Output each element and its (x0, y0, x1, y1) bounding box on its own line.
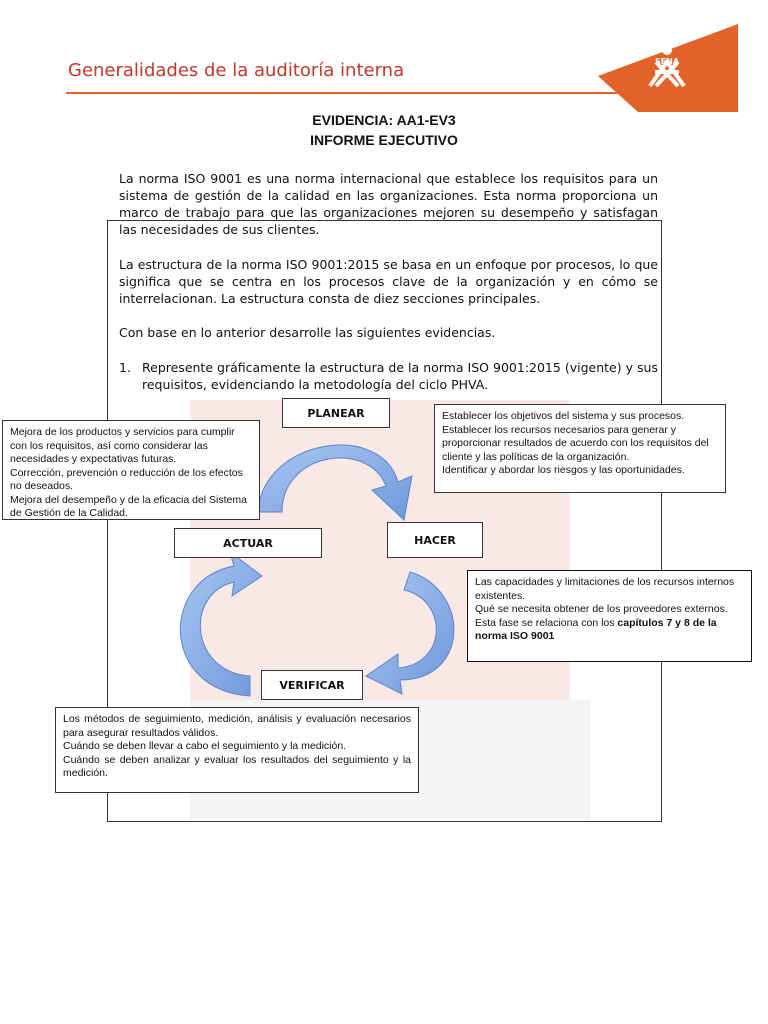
list-item-number: 1. (119, 360, 131, 375)
note-actuar-line: Corrección, prevención o reducción de los efectos no deseados. (10, 466, 243, 492)
page-header-title: Generalidades de la auditoría interna (68, 60, 405, 81)
note-planear-line: Establecer los recursos necesarios para generar y proporcionar resultados de acuerdo con los requisitos del cliente y las políticas de la organización. (442, 423, 709, 463)
note-actuar (2, 420, 260, 520)
phase-hacer-label: HACER (387, 522, 483, 558)
note-hacer-bold: capítulos 7 y 8 de la norma ISO 9001 (475, 616, 717, 642)
arrow-actuar-to-hacer (258, 445, 412, 520)
note-planear-line: Establecer los objetivos del sistema y sus procesos. (442, 410, 685, 422)
note-hacer-line: Las capacidades y limitaciones de los recursos internos existentes. (475, 576, 735, 602)
note-hacer-prefix: Esta fase se relaciona con los (475, 616, 618, 629)
note-verificar-line: Cuándo se deben llevar a cabo el seguimiento y la medición. (63, 740, 347, 752)
phase-planear-label: PLANEAR (282, 398, 390, 428)
note-actuar-line: Mejora del desempeño y de la eficacia del Sistema de Gestión de la Calidad. (10, 493, 247, 519)
arrow-verificar-to-actuar (180, 552, 262, 696)
note-verificar-line: Cuándo se deben analizar y evaluar los resultados del seguimiento y la medición. (63, 753, 411, 779)
evidence-title: EVIDENCIA: AA1-EV3 (312, 112, 456, 128)
note-verificar (55, 707, 419, 793)
phase-actuar-label: ACTUAR (174, 528, 322, 558)
arrow-hacer-to-verificar (366, 572, 454, 694)
note-planear-line: Identificar y abordar los riesgos y las oportunidades. (442, 464, 685, 476)
note-planear (434, 404, 726, 493)
paragraph-structure: La estructura de la norma ISO 9001:2015 se basa en un enfoque por procesos, lo que significa que se centra en los procesos clave de la organización y en cómo se interrelacionan. La estructura consta de diez secciones principales. (119, 257, 658, 306)
sena-logo-text: SENA (654, 57, 680, 66)
note-actuar-line: Mejora de los productos y servicios para cumplir con los requisitos, así como considerar las necesidades y expectativas futuras. (10, 426, 235, 465)
note-hacer-line-chapters (475, 617, 744, 644)
note-hacer-line: Qué se necesita obtener de los proveedores externos. (475, 603, 728, 615)
paragraph-intro: La norma ISO 9001 es una norma internacional que establece los requisitos para un sistema de gestión de la calidad en las organizaciones. Esta norma proporciona un marco de trabajo para que las organizaciones mejoren su desempeño y satisfagan las necesidades de sus clientes. (119, 171, 658, 237)
note-hacer (467, 570, 752, 662)
list-item-text: Represente gráficamente la estructura de la norma ISO 9001:2015 (vigente) y sus requisitos, evidenciando la metodología del ciclo PHVA. (142, 360, 658, 392)
note-verificar-line: Los métodos de seguimiento, medición, análisis y evaluación necesarios para asegurar resultados válidos. (63, 713, 411, 739)
report-title: INFORME EJECUTIVO (310, 132, 458, 148)
phase-verificar-label: VERIFICAR (261, 670, 363, 700)
paragraph-instructions: Con base en lo anterior desarrolle las siguientes evidencias. (119, 325, 496, 340)
